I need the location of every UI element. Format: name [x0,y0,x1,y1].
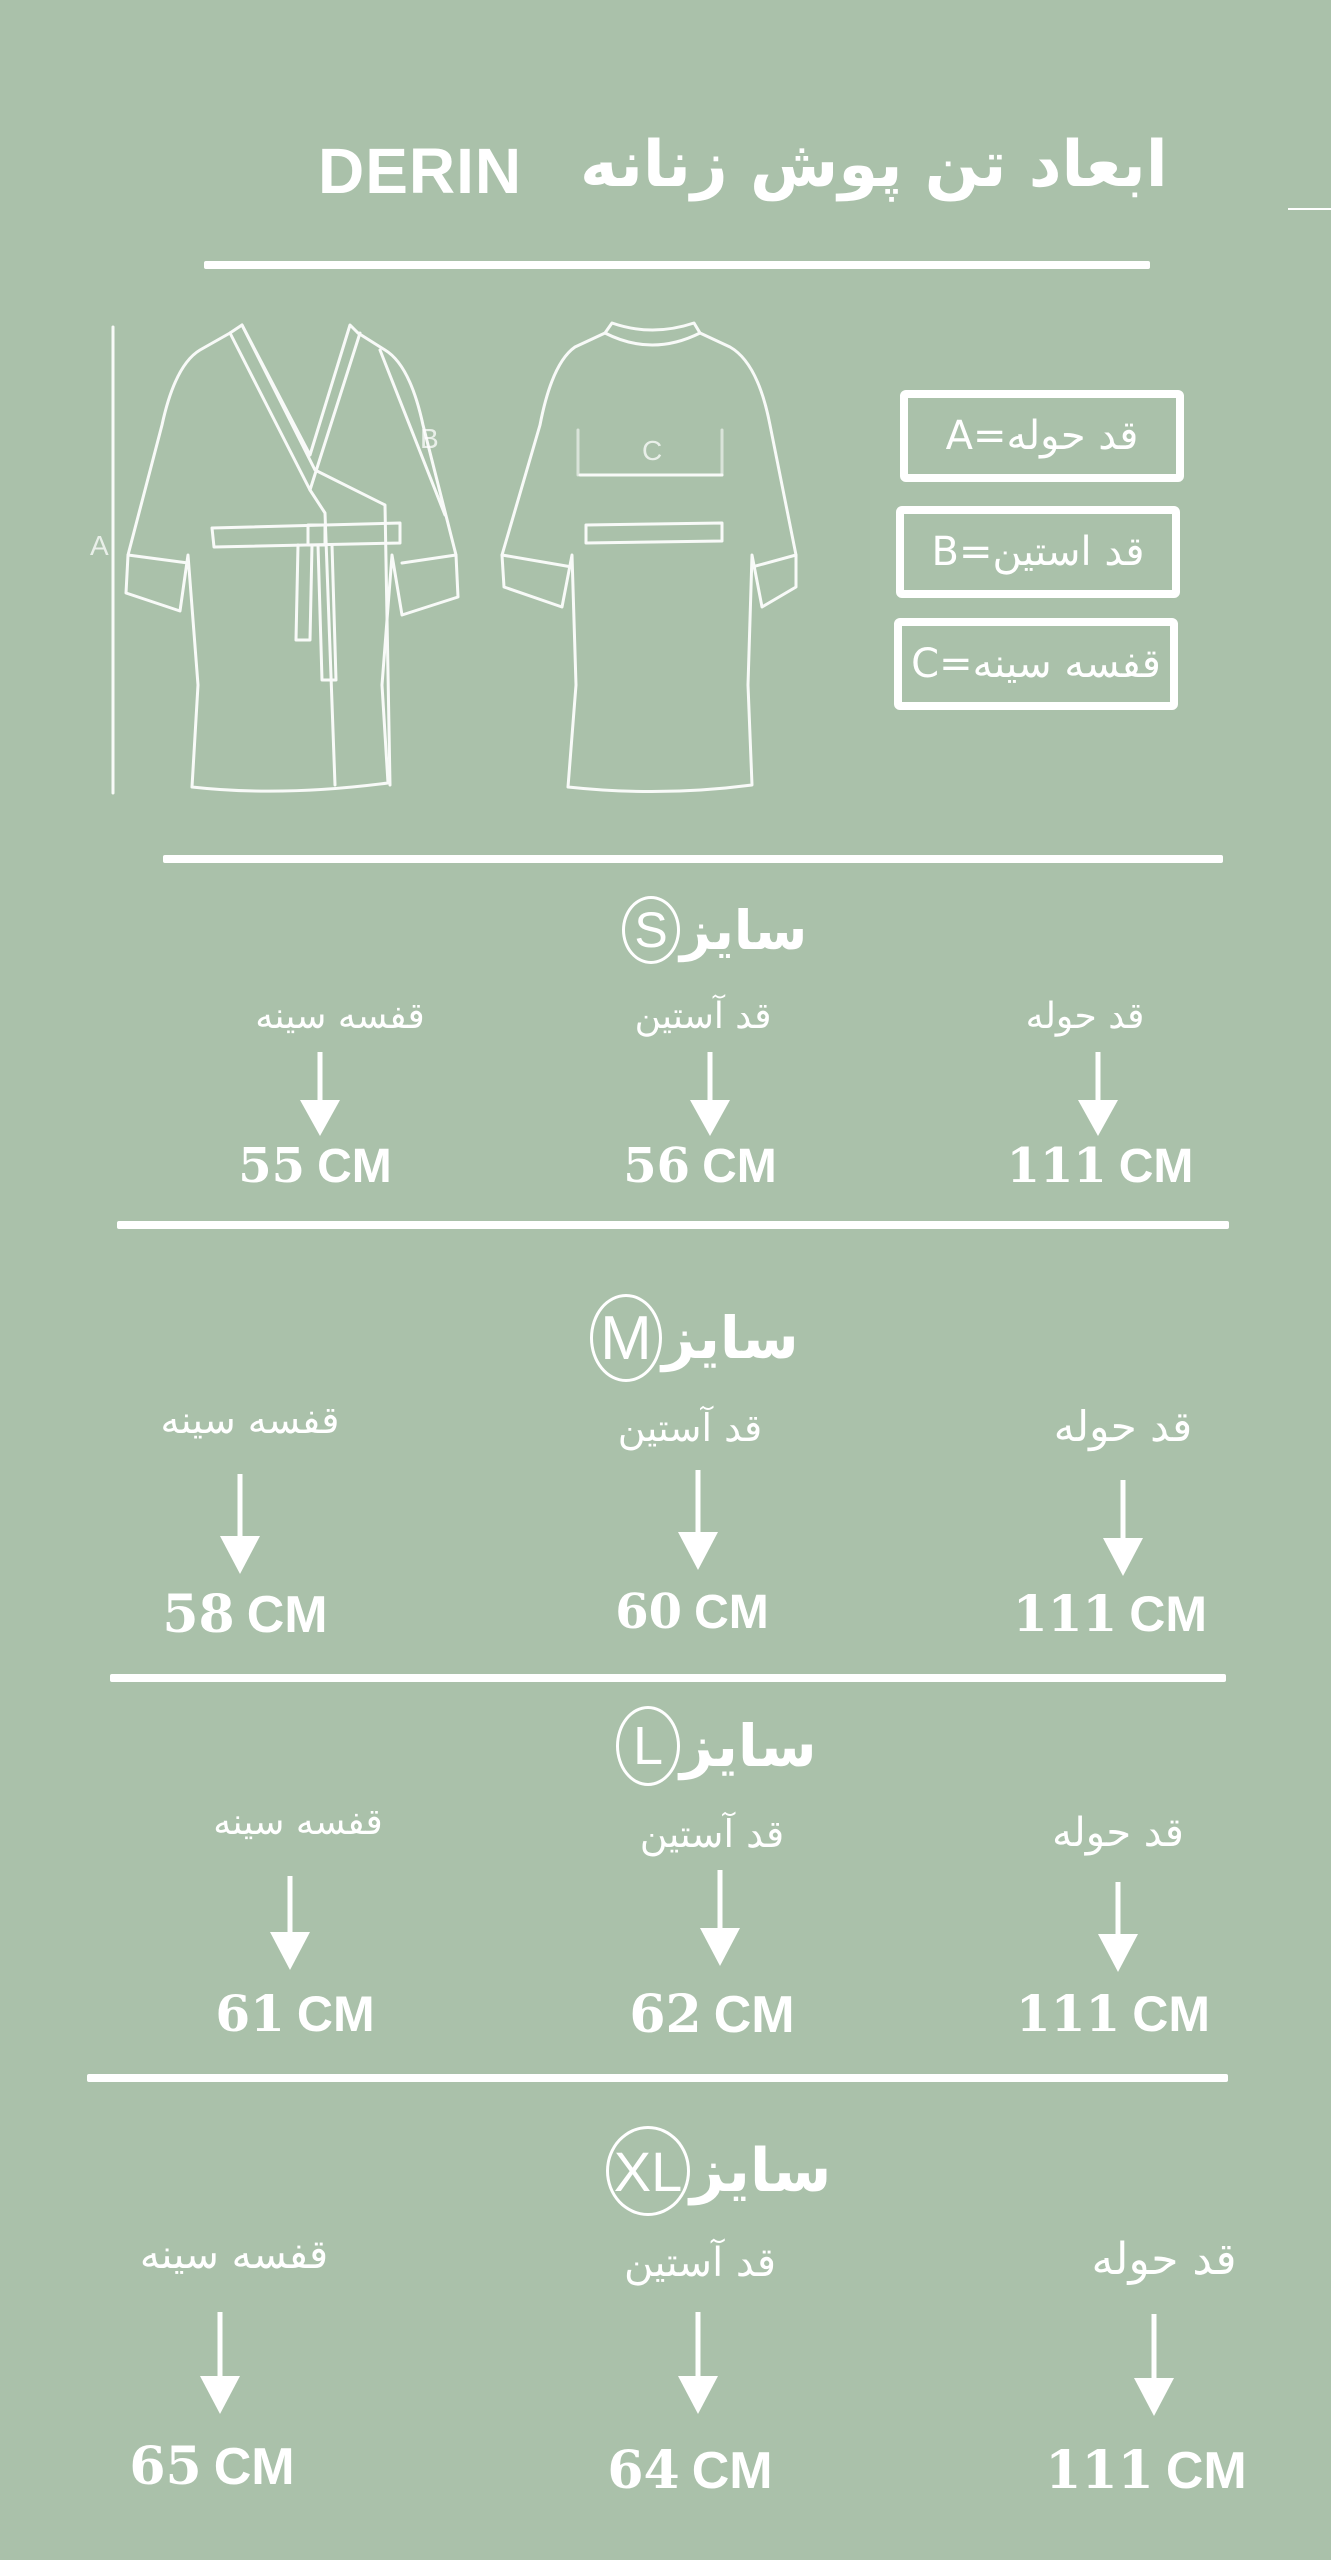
size-letter-badge: L [616,1706,680,1786]
header-divider [204,261,1150,269]
chest-value [185,1138,445,1194]
unit-label: CM [246,1586,328,1644]
value-number: 64 [607,2440,680,2501]
value-number: 58 [162,1584,235,1645]
chest-label: قفسه سینه [255,996,425,1037]
unit-label: CM [1165,2442,1247,2500]
edge-divider [1288,208,1331,210]
chest-label: قفسه سینه [139,2232,329,2278]
arrow-down-icon [1096,1882,1140,1972]
towel-length-value [970,1138,1230,1194]
legend-c: قفسه سینه=C [894,618,1178,710]
diagram-divider [163,855,1223,863]
value-number: 61 [215,1984,285,2043]
label-a: A [90,530,109,561]
sleeve-value [570,1138,830,1194]
arrow-down-icon [1076,1052,1120,1136]
value-number: 111 [1012,1584,1118,1643]
size-heading-l [616,1706,817,1786]
size-word: سایز [690,2136,832,2206]
value-number: 60 [615,1584,683,1640]
value-number: 111 [1006,1138,1107,1194]
unit-label: CM [1132,1986,1211,2042]
arrow-down-icon [1101,1480,1145,1576]
value-number: 56 [623,1138,691,1194]
unit-label: CM [1129,1586,1208,1642]
sleeve-label: قد آستین [623,2240,777,2286]
arrow-down-icon [676,1470,720,1570]
robe-back-illustration [490,315,830,815]
sleeve-label: قد آستین [617,1406,763,1450]
value-number: 111 [1045,2440,1154,2501]
towel-length-label: قد حوله [1091,2234,1237,2285]
value-number: 55 [238,1138,306,1194]
value-number: 65 [129,2436,202,2497]
unit-label: CM [296,1986,375,2042]
size-word: سایز [662,1304,799,1372]
sleeve-value [560,2440,820,2501]
unit-label: CM [1118,1140,1194,1193]
arrow-down-icon [198,2312,242,2414]
robe-front-illustration [80,315,480,815]
label-b: B [420,423,439,454]
legend-b: قد استین=B [896,506,1180,598]
size-divider [87,2074,1228,2082]
arrow-down-icon [298,1052,342,1136]
unit-label: CM [691,2442,773,2500]
arrow-down-icon [1132,2314,1176,2416]
chest-value [82,2436,342,2497]
towel-length-value [980,1584,1240,1643]
size-divider [110,1674,1226,1682]
arrow-down-icon [676,2312,720,2414]
arrow-down-icon [698,1870,742,1966]
arrow-down-icon [218,1474,262,1574]
size-heading-s [622,896,807,964]
arrow-down-icon [688,1052,732,1136]
value-number: 111 [1015,1984,1121,2043]
towel-length-value [1016,2440,1276,2501]
unit-label: CM [702,1140,777,1193]
size-word: سایز [680,1712,817,1780]
legend-a: قد حوله=A [900,390,1184,482]
size-letter-badge: XL [606,2126,690,2216]
unit-label: CM [694,1586,769,1639]
brand-name: DERIN [318,135,523,207]
sleeve-value [582,1984,842,2045]
sleeve-label: قد آستین [639,1812,785,1856]
size-letter-badge: M [590,1294,662,1382]
chest-value [165,1984,425,2043]
size-heading-xl [606,2126,831,2216]
chest-value [115,1584,375,1645]
size-word: سایز [680,898,808,962]
size-heading-m [590,1294,799,1382]
sleeve-label: قد آستین [634,996,772,1037]
sleeve-value [562,1584,822,1640]
size-divider [117,1221,1229,1229]
chest-label: قفسه سینه [160,1398,340,1442]
unit-label: CM [713,1986,795,2044]
towel-length-label: قد حوله [1025,996,1145,1037]
towel-length-label: قد حوله [1053,1402,1193,1451]
size-letter-badge: S [622,896,680,964]
chest-label: قفسه سینه [213,1802,383,1843]
page-title: ابعاد تن پوش زنانه [580,128,1168,202]
arrow-down-icon [268,1876,312,1970]
towel-length-label: قد حوله [1052,1810,1184,1856]
value-number: 62 [629,1984,702,2045]
label-c: C [642,435,663,466]
towel-length-value [983,1984,1243,2043]
unit-label: CM [213,2438,295,2496]
unit-label: CM [317,1140,392,1193]
